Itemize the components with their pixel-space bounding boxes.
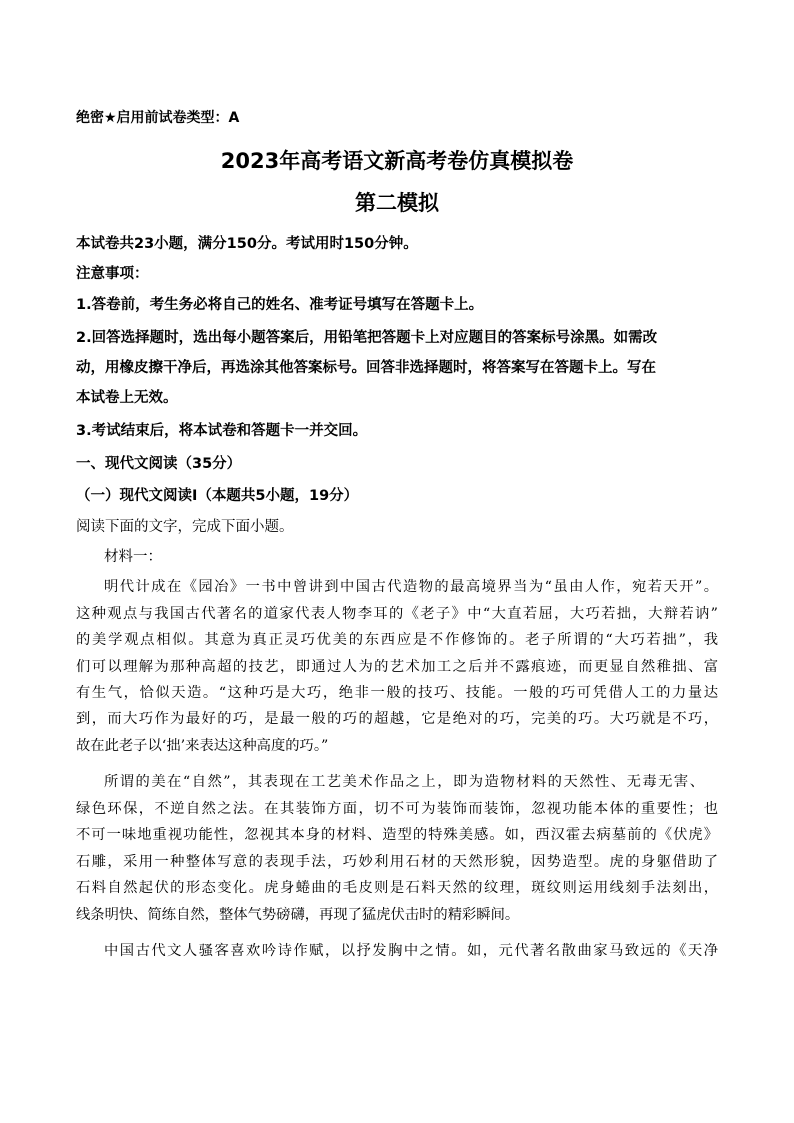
- passage-line: 石料自然起伏的形态变化。虎身蜷曲的毛皮则是石料天然的纹理，斑纹则运用线刻手法刻出，: [76, 880, 718, 896]
- note-item: 1.答卷前，考生务必将自己的姓名、准考证号填写在答题卡上。: [76, 297, 484, 313]
- subsection-heading: （一）现代文阅读Ⅰ（本题共5小题，19分）: [76, 488, 359, 504]
- passage-line: 所谓的美在“自然”，其表现在工艺美术作品之上，即为造物材料的天然性、无毒无害、: [104, 774, 704, 790]
- passage-line: 故在此老子以‘拙’来表达这种高度的巧。”: [76, 738, 329, 754]
- note-item: 2.回答选择题时，选出每小题答案后，用铅笔把答题卡上对应题目的答案标号涂黑。如需改: [76, 330, 658, 346]
- passage-line: 线条明快、简练自然，整体气势磅礴，再现了猛虎伏击时的精彩瞬间。: [76, 907, 520, 923]
- passage-line: 有生气，恰似天造。“这种巧是大巧，绝非一般的技巧、技能。一般的巧可凭借人工的力量达: [76, 685, 718, 701]
- notes-heading: 注意事项：: [76, 266, 149, 282]
- secret-label: 绝密★启用前试卷类型：A: [76, 110, 240, 126]
- passage-line: 石雕，采用一种整体写意的表现手法，巧妙利用石材的天然形貌，因势造型。虎的身躯借助了: [76, 854, 718, 870]
- exam-subtitle: 第二模拟: [355, 191, 439, 215]
- reading-instruction: 阅读下面的文字，完成下面小题。: [76, 519, 294, 535]
- passage-line: 明代计成在《园冶》一书中曾讲到中国古代造物的最高境界当为“虽由人作，宛若天开”。: [104, 579, 718, 595]
- note-item: 本试卷上无效。: [76, 390, 178, 406]
- passage-line: 们可以理解为那种高超的技艺，即通过人为的艺术加工之后并不露痕迹，而更显自然稚拙、富: [76, 659, 718, 675]
- section-heading: 一、现代文阅读（35分）: [76, 456, 242, 472]
- material-label: 材料一：: [104, 549, 162, 565]
- passage-line: 绿色环保，不逆自然之法。在其装饰方面，切不可为装饰而装饰，忽视功能本体的重要性；也: [76, 801, 718, 817]
- note-item: 动，用橡皮擦干净后，再选涂其他答案标号。回答非选择题时，将答案写在答题卡上。写在: [76, 360, 656, 376]
- passage-line: 不可一味地重视功能性，忽视其本身的材料、造型的特殊美感。如，西汉霍去病墓前的《伏虎》: [76, 827, 718, 843]
- passage-line: 的美学观点相似。其意为真正灵巧优美的东西应是不作修饰的。老子所谓的“大巧若拙”，我: [76, 632, 718, 648]
- exam-title: 2023年高考语文新高考卷仿真模拟卷: [220, 149, 574, 173]
- passage-line: 这种观点与我国古代著名的道家代表人物李耳的《老子》中“大直若屈，大巧若拙，大辩若讷”: [76, 606, 718, 622]
- passage-line: 中国古代文人骚客喜欢吟诗作赋，以抒发胸中之情。如，元代著名散曲家马致远的《天净: [104, 943, 718, 959]
- note-item: 3.考试结束后，将本试卷和答题卡一并交回。: [76, 423, 368, 439]
- exam-info: 本试卷共23小题，满分150分。考试用时150分钟。: [76, 236, 418, 252]
- passage-line: 到，而大巧作为最好的巧，是最一般的巧的超越，它是绝对的巧，完美的巧。大巧就是不巧，: [76, 711, 718, 727]
